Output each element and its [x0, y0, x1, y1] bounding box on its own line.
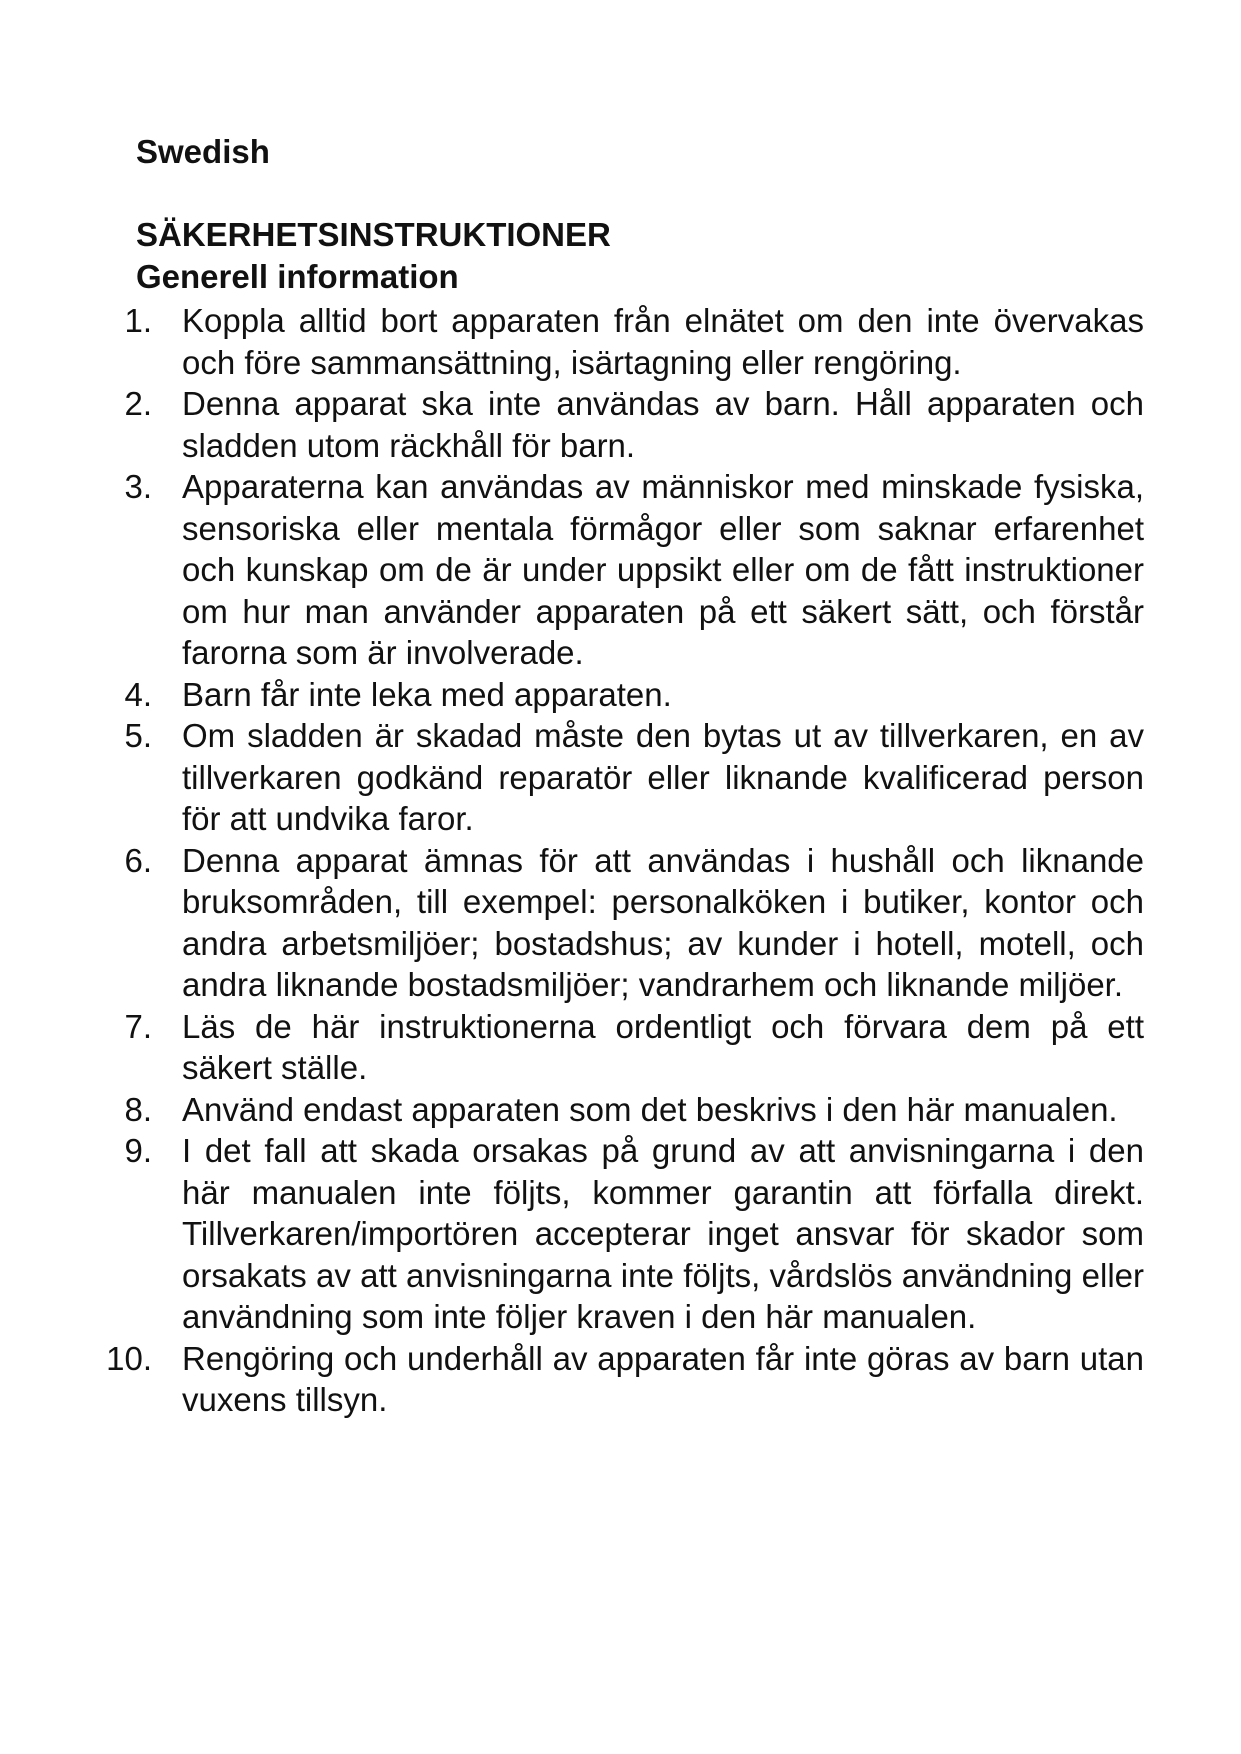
- list-item: [104, 840, 1144, 1006]
- list-item: [104, 715, 1144, 840]
- item-number: 4.: [124, 675, 152, 713]
- item-text: Denna apparat ska inte användas av barn. Håll apparaten och sladden utom räckhåll för barn.: [182, 385, 1144, 464]
- item-text: Denna apparat ämnas för att användas i hushåll och liknande bruksområden, till exempel: personalköken i butiker, kontor och andra arbetsmiljöer; bostadshus; av kunder i hotell, motell, och andra liknande bostadsmiljöer; vandrarhem och liknande miljöer.: [182, 841, 1144, 1003]
- item-number: 1.: [124, 302, 152, 339]
- list-item: [104, 1089, 1144, 1131]
- item-text: Apparaterna kan användas av människor med minskade fysiska, sensoriska eller mentala förmågor eller som saknar erfarenhet och kunskap om de är under uppsikt eller om de fått instruktioner om hur man använder apparaten på ett säkert sätt, och förstår farorna som är involverade.: [182, 468, 1144, 671]
- item-number: 5.: [124, 717, 152, 754]
- item-text: Läs de här instruktionerna ordentligt och förvara dem på ett säkert ställe.: [182, 1007, 1144, 1086]
- subsection-title: Generell information: [136, 258, 459, 295]
- language-label: Swedish: [136, 133, 270, 170]
- list-item: [104, 1006, 1144, 1089]
- list-item: [104, 1130, 1144, 1338]
- item-number: 10.: [106, 1339, 152, 1377]
- item-number: 3.: [124, 468, 152, 505]
- item-text: Använd endast apparaten som det beskrivs i den här manualen.: [182, 1090, 1118, 1128]
- item-number: 8.: [124, 1090, 152, 1128]
- list-item: [104, 674, 1144, 716]
- item-number: 2.: [124, 385, 152, 422]
- list-item: [104, 466, 1144, 674]
- item-number: 7.: [124, 1007, 152, 1045]
- item-text: Koppla alltid bort apparaten från elnätet om den inte övervakas och före sammansättning, isärtagning eller rengöring.: [182, 302, 1144, 381]
- safety-instructions-list: [104, 300, 1144, 1421]
- list-item: [104, 383, 1144, 466]
- list-item: [104, 300, 1144, 383]
- section-title: SÄKERHETSINSTRUKTIONER: [136, 216, 611, 253]
- item-text: Rengöring och underhåll av apparaten får inte göras av barn utan vuxens tillsyn.: [182, 1339, 1144, 1418]
- item-text: I det fall att skada orsakas på grund av att anvisningarna i den här manualen inte följts, kommer garantin att förfalla direkt. Tillverkaren/importören accepterar inget ansvar för skador som orsakats av att anvisningarna inte följts, vårdslös användning eller användning som inte följer kraven i den här manualen.: [182, 1132, 1144, 1335]
- list-item: [104, 1338, 1144, 1421]
- item-number: 6.: [124, 841, 152, 879]
- heading-block: [136, 214, 611, 298]
- item-text: Barn får inte leka med apparaten.: [182, 675, 672, 713]
- item-number: 9.: [124, 1132, 152, 1169]
- item-text: Om sladden är skadad måste den bytas ut av tillverkaren, en av tillverkaren godkänd reparatör eller liknande kvalificerad person för att undvika faror.: [182, 717, 1144, 837]
